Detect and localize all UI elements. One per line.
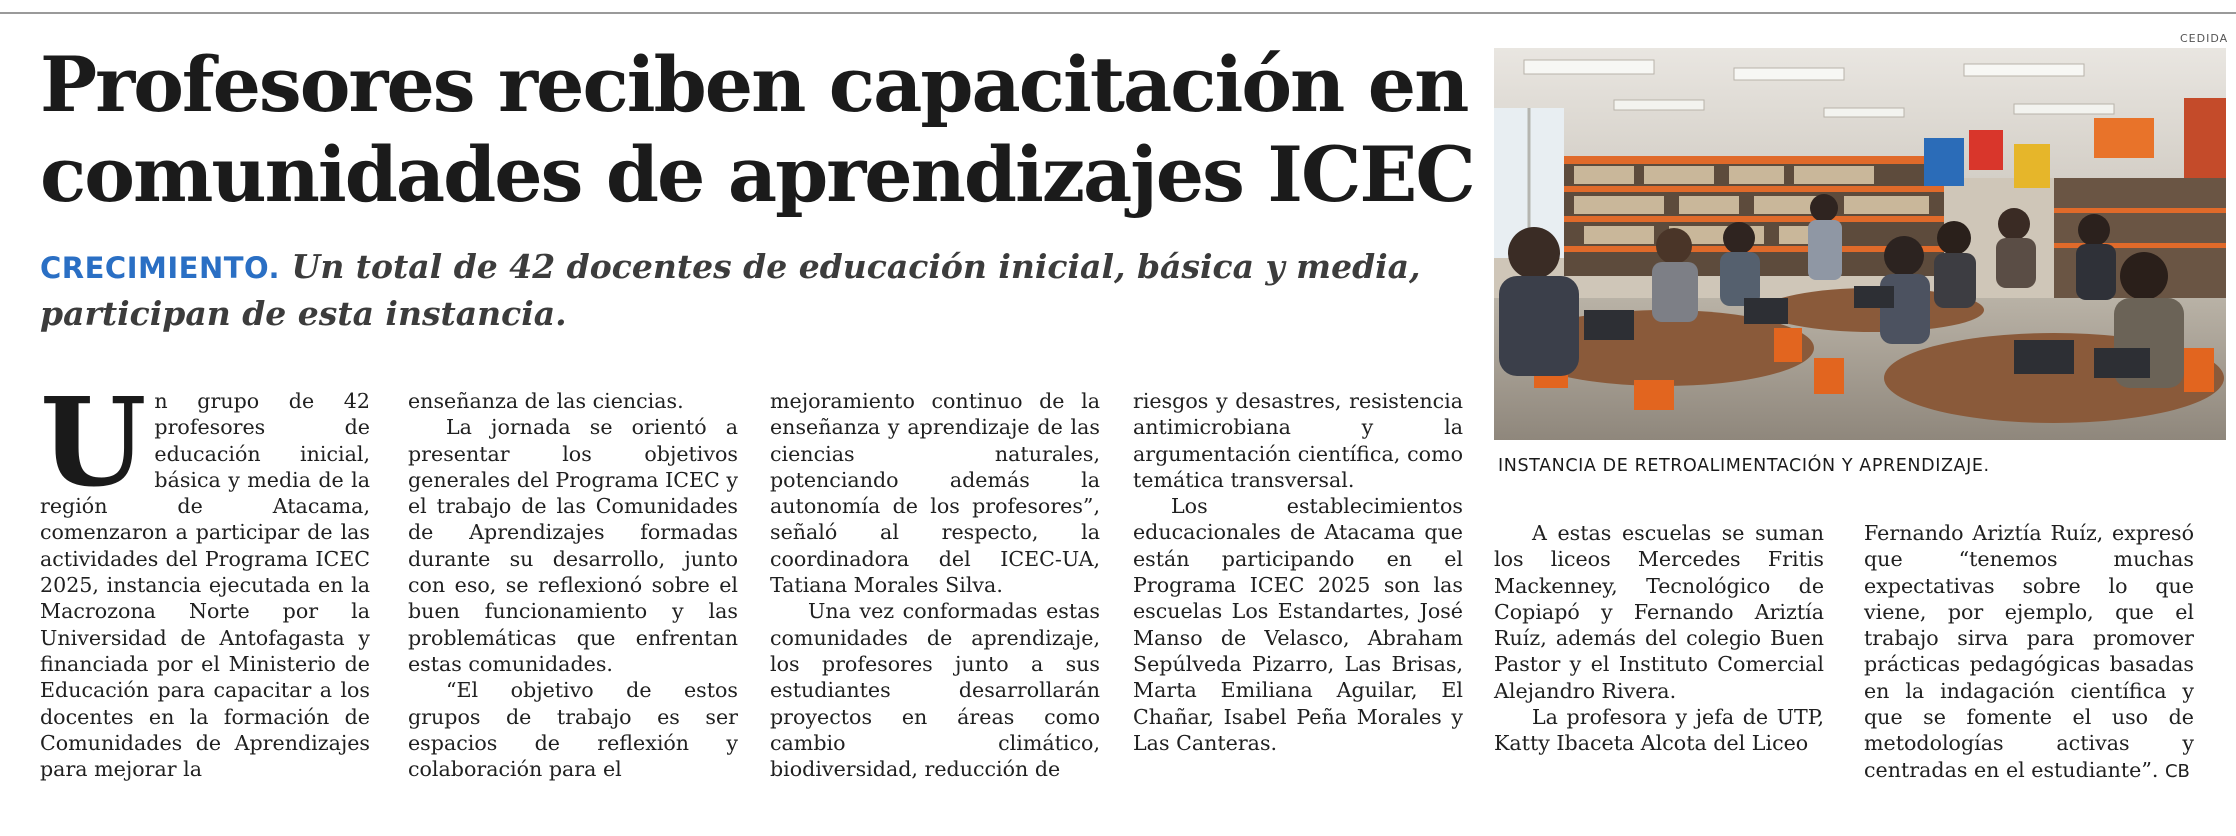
body-paragraph (40, 370, 370, 782)
body-column-5 (1494, 520, 1824, 757)
section-kicker: CRECIMIENTO. (40, 251, 281, 285)
photo-caption: INSTANCIA DE RETROALIMENTACIÓN Y APRENDIZAJE. (1498, 456, 1990, 476)
body-paragraph: Una vez conformadas estas comunidades de aprendizaje, los profesores junto a sus estudiantes desarrollarán proyectos en áreas como cambio climático, biodiversidad, reducción de (770, 599, 1100, 782)
body-paragraph: “El objetivo de estos grupos de trabajo es ser espacios de reflexión y colaboración para el (408, 678, 738, 782)
body-paragraph (1864, 520, 2194, 785)
body-paragraph: riesgos y desastres, resistencia antimicrobiana y la argumentación científica, como temática transversal. (1133, 389, 1463, 492)
article-photo (1494, 48, 2226, 440)
body-paragraph: mejoramiento continuo de la enseñanza y aprendizaje de las ciencias naturales, potenciando además la autonomía de los profesores”, señaló al respecto, la coordinadora del ICEC-UA, Tatiana Morales Silva. (770, 389, 1100, 598)
body-column-6 (1864, 520, 2194, 785)
body-column-1 (40, 370, 370, 782)
body-paragraph: La jornada se orientó a presentar los objetivos generales del Programa ICEC y el trabajo de las Comunidades de Aprendizajes formadas durante su desarrollo, junto con eso, se reflexionó sobre el buen funcionamiento y las problemáticas que enfrentan estas comunidades. (408, 415, 738, 676)
body-paragraph: La profesora y jefa de UTP, Katty Ibaceta Alcota del Liceo (1494, 705, 1824, 756)
paragraph-text: n grupo de 42 profesores de educación inicial, básica y media de la región de Atacama, comenzaron a participar de las actividades del Programa ICEC 2025, instancia ejecutada en la Macrozona Norte por la Universidad de Antofagasta y financiada por el Ministerio de Educación para capacitar a los docentes en la formación de Comunidades de Aprendizajes para mejorar la (40, 389, 370, 782)
photo-credit: CEDIDA (2180, 32, 2229, 45)
article-deck (40, 244, 1480, 337)
top-rule (0, 12, 2236, 14)
deck-text: Un total de 42 docentes de educación inicial, básica y media, participan de esta instancia. (40, 247, 1421, 333)
paragraph-text: Fernando Ariztía Ruíz, expresó que “tenemos muchas expectativas sobre lo que viene, por ejemplo, que el trabajo sirva para promover prácticas pedagógicas basadas en la indagación científica y que se fomente el uso de metodologías activas y centradas en el estudiante”. (1864, 521, 2194, 782)
body-column-2 (408, 388, 738, 782)
body-paragraph: A estas escuelas se suman los liceos Mercedes Fritis Mackenney, Tecnológico de Copiapó y Fernando Ariztía Ruíz, además del colegio Buen Pastor y el Instituto Comercial Alejandro Rivera. (1494, 521, 1824, 703)
body-paragraph: Los establecimientos educacionales de Atacama que están participando en el Programa ICEC 2025 son las escuelas Los Estandartes, José Manso de Velasco, Abraham Sepúlveda Pizarro, Las Brisas, Marta Emiliana Aguilar, El Chañar, Isabel Peña Morales y Las Canteras. (1133, 494, 1463, 755)
article-headline: Profesores reciben capacitación en comunidades de aprendizajes ICEC (40, 40, 1474, 219)
body-paragraph: enseñanza de las ciencias. (408, 389, 684, 413)
drop-cap: U (40, 370, 147, 514)
library-scene-illustration (1494, 48, 2226, 440)
body-column-3 (770, 388, 1100, 782)
body-column-4 (1133, 388, 1463, 756)
end-mark: CB (2164, 760, 2190, 782)
